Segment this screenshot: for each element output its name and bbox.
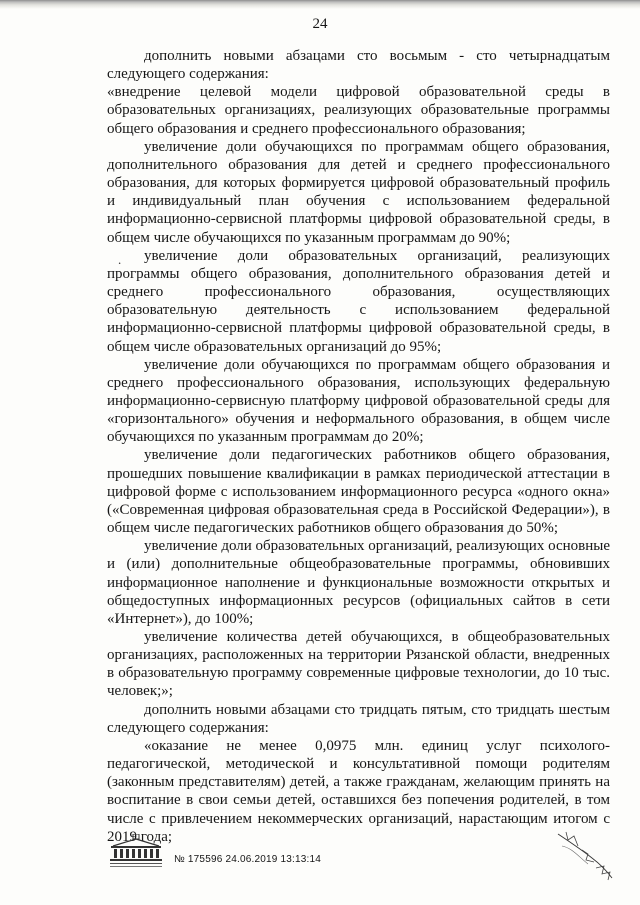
paragraph-10: «оказание не менее 0,0975 млн. единиц услуг психолого-педагогической, методической и консультативной помощи родителям (законным представителям) детей, а также гражданам, желающим принять на воспитание в свои семьи детей, оставшихся без попечения родителей, в том числе с привлечением некоммерческих организаций, нарастающим итогом с 2019 года; bbox=[107, 737, 610, 845]
document-stamp: № 175596 24.06.2019 13:13:14 bbox=[174, 854, 322, 865]
paragraph-7: увеличение доли образовательных организаций, реализующих основные и (или) дополнительные общеобразовательные программы, обновивших информационное наполнение и функциональные возможности открытых и общедоступных информационных ресурсов (официальных сайтов в сети «Интернет»), до 100%; bbox=[107, 538, 610, 627]
paragraph-8: увеличение количества детей обучающихся, в общеобразовательных организациях, расположенных на территории Рязанской области, внедренных в образовательную программу современные цифровые технологии, до 10 тыс. человек;»; bbox=[107, 629, 610, 700]
paragraph-1: дополнить новыми абзацами сто восьмым - сто четырнадцатым следующего содержания: bbox=[107, 48, 610, 83]
paragraph-3: увеличение доли обучающихся по программам общего образования, дополнительного образования для детей и среднего профессионального образования, для которых формируется цифровой образовательный профиль и индивидуальный план обучения с использованием федеральной информационно-сервисной платформы цифровой образовательной среды, в общем числе обучающихся по указанным программам до 90%; bbox=[107, 138, 610, 246]
building-stamp-icon bbox=[107, 834, 165, 870]
paragraph-6: увеличение доли педагогических работников общего образования, прошедших повышение квалификации в рамках периодической аттестации в цифровой форме с использованием информационного ресурса «одного окна» («Современная цифровая образовательная среда в Российской Федерации»), в общем числе педагогических работников общего образования до 50%; bbox=[107, 447, 610, 537]
paragraph-2: «внедрение целевой модели цифровой образовательной среды в образовательных организациях, реализующих образовательные программы общего образования и среднего профессионального образования; bbox=[107, 84, 610, 137]
signature-icon bbox=[552, 828, 622, 884]
document-body bbox=[107, 47, 610, 846]
stray-mark: . bbox=[118, 252, 122, 267]
paragraph-5: увеличение доли обучающихся по программам общего образования и среднего профессионального образования, использующих федеральную информационно-сервисную платформу цифровой образовательной среды для «горизонтального» обучения и неформального образования, в общем числе обучающихся по указанным программам до 20%; bbox=[107, 356, 610, 446]
paragraph-9: дополнить новыми абзацами сто тридцать пятым, сто тридцать шестым следующего содержания: bbox=[107, 701, 610, 736]
paragraph-4: увеличение доли образовательных организаций, реализующих программы общего образования, дополнительного образования детей и среднего профессионального образования, осуществляющих образовательную деятельность с использованием федеральной информационно-сервисной платформы цифровой образовательной среды, в общем числе образовательных организаций до 95%; bbox=[107, 247, 610, 355]
page-number: 24 bbox=[312, 16, 328, 32]
scan-edge bbox=[0, 0, 640, 9]
page-footer bbox=[0, 828, 640, 888]
